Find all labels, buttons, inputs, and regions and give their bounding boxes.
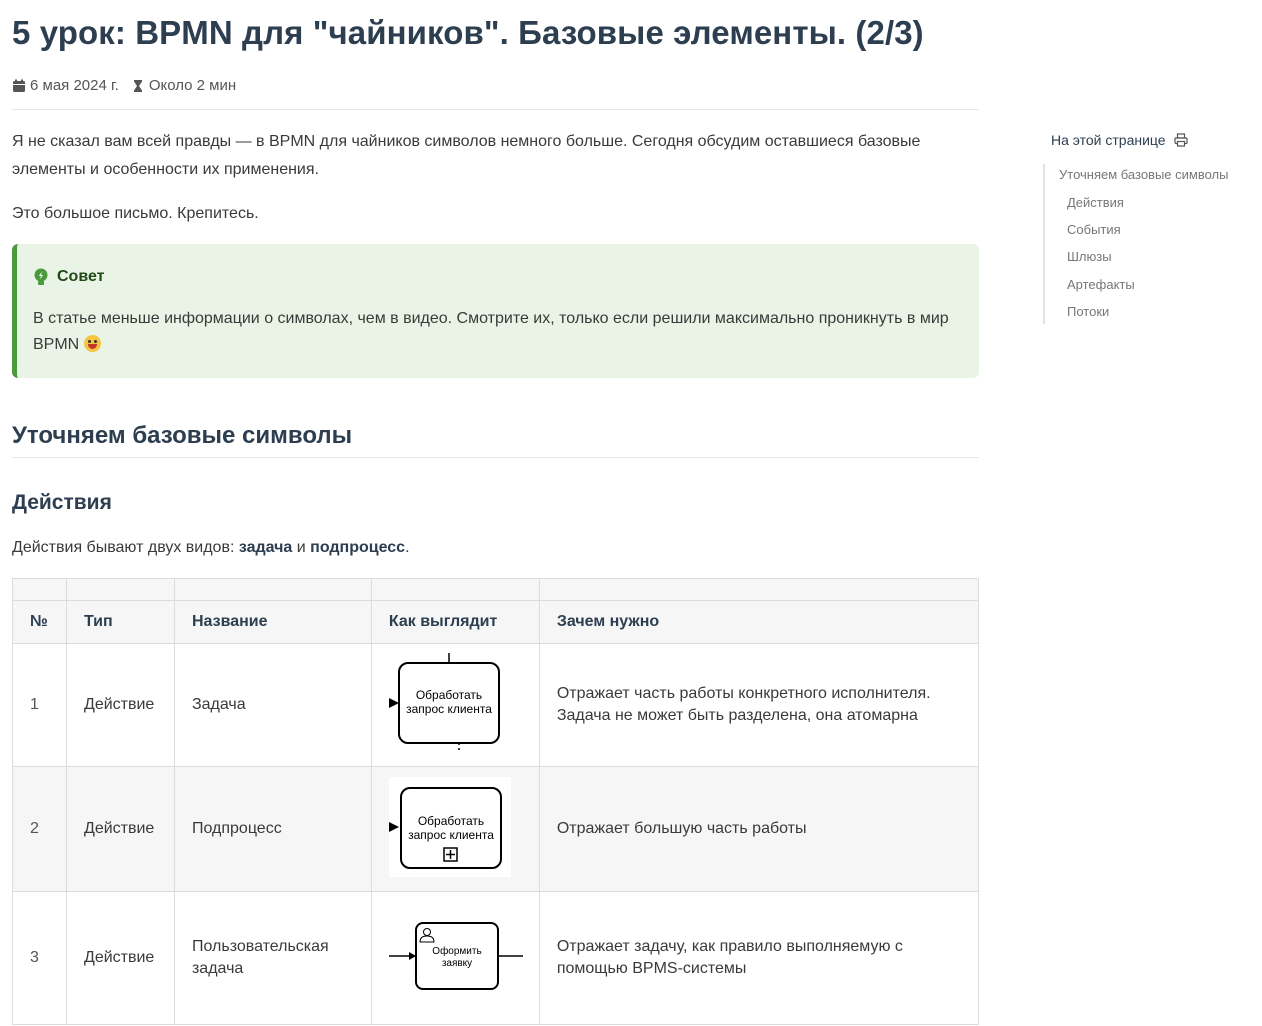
reading-time: Около 2 мин: [148, 77, 237, 94]
shape-label-line1: Оформить: [432, 945, 482, 957]
row-name: Подпроцесс: [174, 767, 371, 892]
publish-date: 6 мая 2024 г.: [30, 77, 119, 94]
toc-item-flows[interactable]: Потоки: [1067, 304, 1110, 319]
row-description: Отражает часть работы конкретного исполнителя. Задача не может быть разделена, она атомарна: [539, 644, 978, 767]
row-shape: [371, 892, 539, 1025]
header-name: Название: [174, 601, 371, 644]
tip-text-body: В статье меньше информации о символах, чем в видео. Смотрите их, только если решили максимально проникнуть в мир BPMN: [33, 310, 949, 353]
toc-item-events[interactable]: События: [1067, 222, 1121, 237]
actions-paragraph: [12, 534, 410, 562]
table-row: [13, 644, 979, 767]
subsection-heading[interactable]: Действия: [12, 491, 112, 514]
row-description: Отражает задачу, как правило выполняемую с помощью BPMS-системы: [539, 892, 978, 1025]
reading-time-info: [131, 77, 236, 94]
row-name: Пользовательская задача: [174, 892, 371, 1025]
toc-item-artifacts[interactable]: Артефакты: [1067, 277, 1135, 292]
header-num: №: [13, 601, 67, 644]
term-task: задача: [238, 539, 293, 556]
print-icon[interactable]: [1174, 133, 1188, 147]
lightbulb-icon: [33, 268, 49, 286]
term-subprocess: подпроцесс: [310, 539, 406, 556]
shape-label-line2: заявку: [441, 957, 473, 969]
table-row: [13, 892, 979, 1025]
tip-callout: [12, 244, 979, 378]
text-fragment: и: [292, 539, 311, 556]
row-description: Отражает большую часть работы: [539, 767, 978, 892]
section-heading[interactable]: Уточняем базовые символы: [12, 422, 353, 449]
row-num: 2: [13, 767, 67, 892]
toc-rail: [1043, 164, 1045, 324]
row-name: Задача: [174, 644, 371, 767]
row-num: 1: [13, 644, 67, 767]
table-header-row: [13, 601, 979, 644]
divider: [12, 457, 979, 458]
header-type: Тип: [66, 601, 174, 644]
tip-header: [33, 268, 104, 286]
shape-label-line1: Обработать: [417, 813, 485, 828]
date-info: [12, 77, 119, 94]
row-num: 3: [13, 892, 67, 1025]
tip-title: Совет: [57, 268, 105, 285]
bpmn-actions-table: [12, 578, 979, 1025]
header-purpose: Зачем нужно: [539, 601, 978, 644]
shape-label-line2: запрос клиента: [408, 827, 494, 842]
toc-item-symbols[interactable]: Уточняем базовые символы: [1059, 167, 1229, 182]
header-look: Как выглядит: [371, 601, 539, 644]
calendar-icon: [12, 79, 26, 93]
text-fragment: Действия бывают двух видов:: [12, 539, 239, 556]
row-shape: [371, 644, 539, 767]
toc-title: На этой странице: [1051, 132, 1166, 148]
bpmn-user-task-shape: [389, 920, 523, 992]
row-type: Действие: [66, 767, 174, 892]
page-title: 5 урок: BPMN для "чайников". Базовые элементы. (2/3): [12, 14, 924, 51]
row-shape: [371, 767, 539, 892]
row-type: Действие: [66, 644, 174, 767]
shape-label-line1: Обработать: [415, 687, 483, 702]
bpmn-task-shape: [389, 653, 509, 753]
text-fragment: .: [405, 539, 410, 556]
divider: [12, 109, 979, 110]
intro-paragraph: Я не сказал вам всей правды — в BPMN для чайников символов немного больше. Сегодня обсудим оставшиеся базовые элементы и особенности их применения.: [12, 133, 921, 178]
bpmn-subprocess-shape: [389, 777, 511, 877]
article-meta: [12, 77, 242, 94]
toc-item-actions[interactable]: Действия: [1067, 195, 1124, 210]
shape-label-line2: запрос клиента: [406, 701, 492, 716]
smile-emoji-icon: [84, 335, 101, 352]
row-type: Действие: [66, 892, 174, 1025]
table-row: [13, 767, 979, 892]
hourglass-icon: [131, 79, 145, 93]
toc-header: [1051, 132, 1188, 148]
table-blank-row: [13, 579, 979, 601]
intro-paragraph-2: Это большое письмо. Крепитесь.: [12, 205, 259, 222]
toc-item-gateways[interactable]: Шлюзы: [1067, 249, 1112, 264]
tip-text: [33, 306, 973, 358]
